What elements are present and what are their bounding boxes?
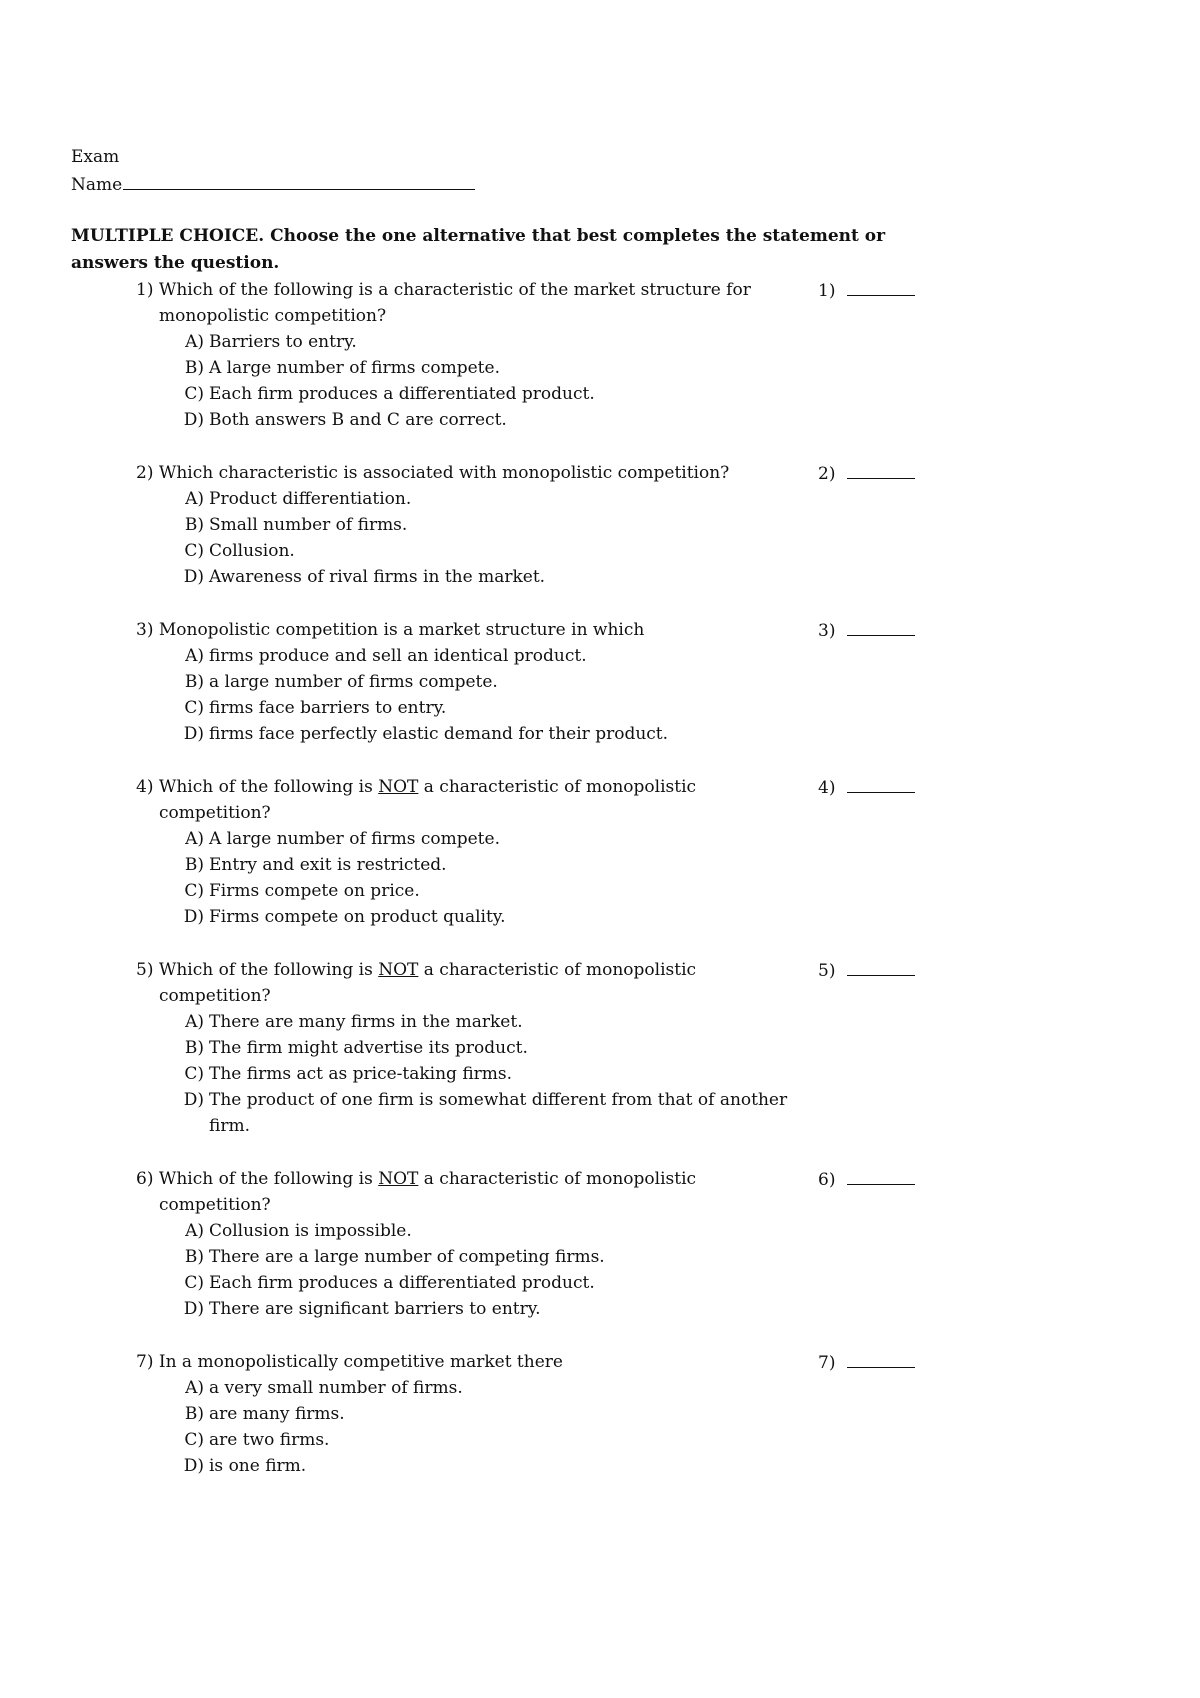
option-a: [176, 1375, 796, 1401]
option-letter: B): [184, 855, 204, 875]
answer-slot: [818, 1166, 915, 1193]
question-emphasis: NOT: [378, 1169, 419, 1189]
answer-number: 4): [818, 778, 836, 798]
question-text: Which of the following is: [158, 1169, 379, 1189]
answer-slot: [818, 617, 915, 644]
option-letter: D): [183, 567, 204, 587]
question-text: Which of the following is a characteristic of the market structure for monopolistic competition?: [158, 280, 751, 326]
option-letter: A): [185, 646, 204, 666]
question-text-continued: a characteristic of monopolistic competition?: [159, 960, 697, 1006]
option-letter: A): [185, 1221, 204, 1241]
question-text: Monopolistic competition is a market structure in which: [158, 620, 645, 640]
option-letter: D): [183, 1456, 204, 1476]
option-text: Each firm produces a differentiated product.: [209, 1273, 595, 1293]
option-text: Awareness of rival firms in the market.: [209, 567, 546, 587]
option-b: [176, 355, 796, 381]
option-d: [176, 407, 796, 433]
option-letter: C): [184, 881, 204, 901]
exam-label: Exam: [71, 147, 120, 167]
question-text: Which characteristic is associated with monopolistic competition?: [158, 463, 730, 483]
option-d: [176, 1087, 796, 1139]
option-letter: C): [184, 384, 204, 404]
option-letter: C): [184, 698, 204, 718]
name-blank[interactable]: [123, 171, 475, 190]
answer-slot: [818, 277, 915, 304]
option-c: [176, 1427, 796, 1453]
option-d: [176, 564, 796, 590]
question-stem: [136, 1349, 799, 1375]
option-letter: D): [183, 1299, 204, 1319]
option-text: A large number of firms compete.: [209, 829, 500, 849]
option-b: [176, 1035, 796, 1061]
option-a: [176, 1218, 796, 1244]
question-number: 2): [136, 463, 154, 483]
option-d: [176, 1453, 796, 1479]
option-text: Entry and exit is restricted.: [209, 855, 447, 875]
question-2: [0, 460, 1200, 590]
option-text: Both answers B and C are correct.: [209, 410, 507, 430]
question-emphasis: NOT: [378, 777, 419, 797]
answer-number: 7): [818, 1353, 836, 1373]
exam-header: [71, 144, 475, 198]
question-stem: [136, 957, 799, 1009]
option-letter: B): [184, 1247, 204, 1267]
option-b: [176, 669, 796, 695]
option-text: Collusion.: [209, 541, 295, 561]
answer-slot: [818, 774, 915, 801]
answer-number: 5): [818, 961, 836, 981]
answer-blank[interactable]: [847, 1166, 915, 1185]
option-letter: B): [184, 1038, 204, 1058]
option-d: [176, 1296, 796, 1322]
option-letter: A): [185, 1378, 204, 1398]
option-text: There are significant barriers to entry.: [209, 1299, 541, 1319]
question-number: 4): [136, 777, 154, 797]
question-number: 5): [136, 960, 154, 980]
option-list: [0, 486, 1200, 590]
answer-blank[interactable]: [847, 460, 915, 479]
question-stem: [136, 460, 799, 486]
question-text: In a monopolistically competitive market there: [158, 1352, 563, 1372]
option-c: [176, 695, 796, 721]
option-letter: C): [184, 1273, 204, 1293]
answer-slot: [818, 460, 915, 487]
option-letter: D): [183, 724, 204, 744]
option-text: a large number of firms compete.: [209, 672, 498, 692]
option-letter: B): [184, 515, 204, 535]
option-letter: D): [183, 907, 204, 927]
option-letter: A): [185, 829, 204, 849]
question-text-continued: a characteristic of monopolistic competition?: [159, 1169, 697, 1215]
option-text: A large number of firms compete.: [209, 358, 500, 378]
answer-blank[interactable]: [847, 957, 915, 976]
question-4: [0, 774, 1200, 930]
question-stem: [136, 774, 799, 826]
answer-slot: [818, 1349, 915, 1376]
option-text: Collusion is impossible.: [209, 1221, 412, 1241]
option-text: The firm might advertise its product.: [209, 1038, 528, 1058]
option-a: [176, 329, 796, 355]
option-letter: A): [185, 489, 204, 509]
option-text: The product of one firm is somewhat different from that of another firm.: [209, 1090, 788, 1136]
option-letter: A): [185, 332, 204, 352]
option-text: There are a large number of competing firms.: [209, 1247, 605, 1267]
option-letter: B): [184, 1404, 204, 1424]
question-number: 6): [136, 1169, 154, 1189]
option-text: are many firms.: [209, 1404, 345, 1424]
answer-blank[interactable]: [847, 617, 915, 636]
option-letter: D): [183, 410, 204, 430]
option-a: [176, 643, 796, 669]
name-label: Name: [71, 175, 123, 195]
question-3: [0, 617, 1200, 747]
option-list: [0, 1375, 1200, 1479]
section-instructions: MULTIPLE CHOICE. Choose the one alternative that best completes the statement or answers the question.: [71, 226, 886, 273]
question-list: [0, 277, 1200, 1506]
option-letter: C): [184, 541, 204, 561]
option-text: Firms compete on product quality.: [209, 907, 506, 927]
option-text: are two firms.: [209, 1430, 330, 1450]
answer-blank[interactable]: [847, 277, 915, 296]
question-stem: [136, 617, 799, 643]
question-1: [0, 277, 1200, 433]
question-number: 1): [136, 280, 154, 300]
answer-number: 6): [818, 1170, 836, 1190]
option-text: Product differentiation.: [209, 489, 412, 509]
answer-blank[interactable]: [847, 774, 915, 793]
option-a: [176, 826, 796, 852]
option-c: [176, 1270, 796, 1296]
option-letter: B): [184, 672, 204, 692]
option-text: The firms act as price-taking firms.: [209, 1064, 513, 1084]
option-text: Barriers to entry.: [209, 332, 357, 352]
option-list: [0, 1009, 1200, 1139]
option-text: There are many firms in the market.: [209, 1012, 523, 1032]
option-letter: D): [183, 1090, 204, 1110]
option-list: [0, 643, 1200, 747]
option-b: [176, 852, 796, 878]
question-stem: [136, 1166, 799, 1218]
question-5: [0, 957, 1200, 1139]
option-d: [176, 904, 796, 930]
option-text: Small number of firms.: [209, 515, 408, 535]
option-list: [0, 329, 1200, 433]
option-text: firms produce and sell an identical product.: [209, 646, 587, 666]
option-b: [176, 512, 796, 538]
option-letter: A): [185, 1012, 204, 1032]
option-c: [176, 381, 796, 407]
option-text: Firms compete on price.: [209, 881, 420, 901]
answer-number: 3): [818, 621, 836, 641]
answer-number: 2): [818, 464, 836, 484]
option-b: [176, 1244, 796, 1270]
option-text: firms face barriers to entry.: [209, 698, 447, 718]
option-c: [176, 538, 796, 564]
question-stem: [136, 277, 799, 329]
option-c: [176, 1061, 796, 1087]
question-number: 3): [136, 620, 154, 640]
option-list: [0, 1218, 1200, 1322]
option-c: [176, 878, 796, 904]
option-a: [176, 1009, 796, 1035]
option-letter: C): [184, 1430, 204, 1450]
option-letter: B): [184, 358, 204, 378]
question-emphasis: NOT: [378, 960, 419, 980]
option-d: [176, 721, 796, 747]
option-text: firms face perfectly elastic demand for their product.: [209, 724, 669, 744]
question-text: Which of the following is: [158, 960, 379, 980]
question-6: [0, 1166, 1200, 1322]
option-a: [176, 486, 796, 512]
answer-slot: [818, 957, 915, 984]
question-text-continued: a characteristic of monopolistic competition?: [159, 777, 697, 823]
question-number: 7): [136, 1352, 154, 1372]
name-row: [71, 171, 475, 198]
option-letter: C): [184, 1064, 204, 1084]
option-text: a very small number of firms.: [209, 1378, 463, 1398]
question-7: [0, 1349, 1200, 1479]
answer-number: 1): [818, 281, 836, 301]
option-b: [176, 1401, 796, 1427]
option-text: is one firm.: [209, 1456, 307, 1476]
question-text: Which of the following is: [158, 777, 379, 797]
answer-blank[interactable]: [847, 1349, 915, 1368]
option-text: Each firm produces a differentiated product.: [209, 384, 595, 404]
option-list: [0, 826, 1200, 930]
